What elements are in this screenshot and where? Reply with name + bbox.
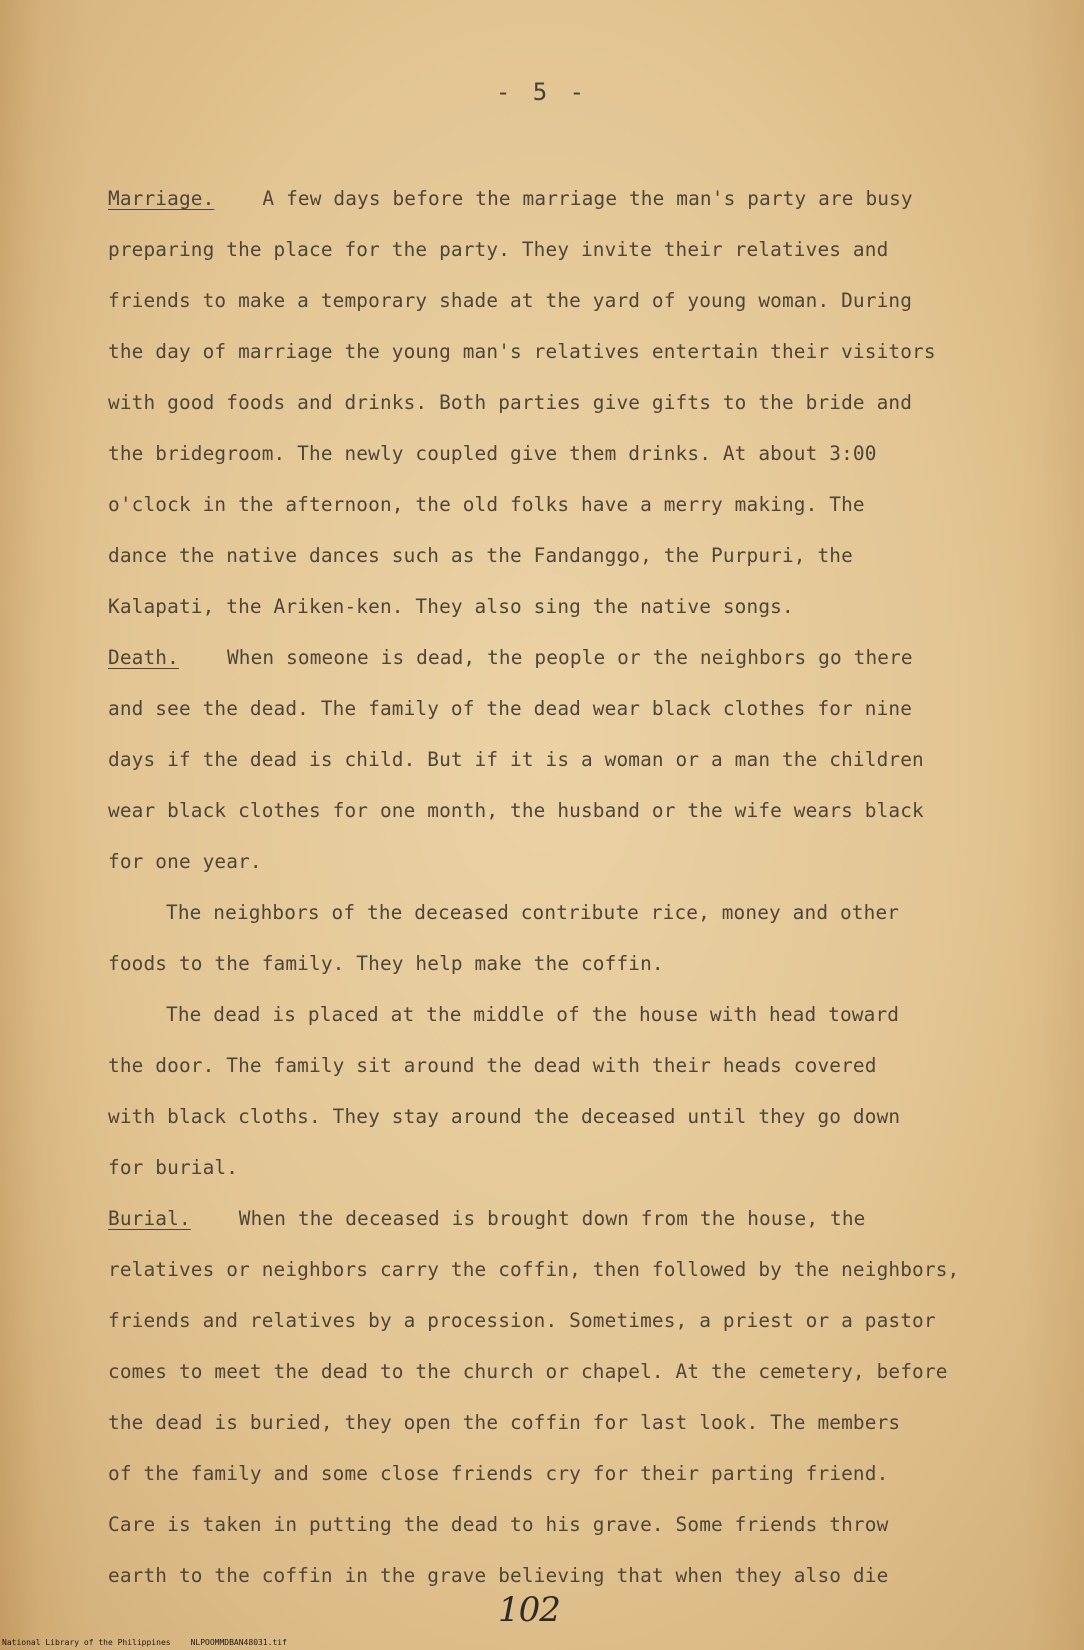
- line-text: dance the native dances such as the Fandanggo, the Purpuri, the: [108, 544, 853, 567]
- line-text: When someone is dead, the people or the neighbors go there: [226, 646, 913, 669]
- line-text: preparing the place for the party. They invite their relatives and: [108, 238, 889, 261]
- line-text: the door. The family sit around the dead with their heads covered: [108, 1054, 877, 1077]
- text-line: [108, 1557, 1028, 1608]
- text-line: [108, 945, 1028, 996]
- text-line: [108, 996, 1028, 1047]
- line-text: of the family and some close friends cry for their parting friend.: [108, 1462, 889, 1485]
- line-text: wear black clothes for one month, the husband or the wife wears black: [108, 799, 924, 822]
- text-line: [108, 1455, 1028, 1506]
- line-text: comes to meet the dead to the church or chapel. At the cemetery, before: [108, 1360, 948, 1383]
- text-line: [108, 588, 1028, 639]
- text-line: [108, 486, 1028, 537]
- text-line: [108, 1353, 1028, 1404]
- text-line: [108, 1506, 1028, 1557]
- text-line: [108, 894, 1028, 945]
- text-line: [108, 1302, 1028, 1353]
- text-line: [108, 282, 1028, 333]
- text-line: [108, 384, 1028, 435]
- text-line: [108, 639, 1028, 690]
- section-heading: Burial.: [108, 1207, 191, 1230]
- line-text: for burial.: [108, 1156, 239, 1179]
- line-text: the day of marriage the young man's relatives entertain their visitors: [108, 340, 936, 363]
- line-text: with black cloths. They stay around the deceased until they go down: [108, 1105, 901, 1128]
- page-number: - 5 -: [495, 78, 589, 106]
- line-text: The neighbors of the deceased contribute rice, money and other: [166, 901, 900, 924]
- line-text: and see the dead. The family of the dead wear black clothes for nine: [108, 697, 913, 720]
- text-line: [108, 537, 1028, 588]
- text-line: [108, 180, 1028, 231]
- text-line: [108, 1251, 1028, 1302]
- line-text: Care is taken in putting the dead to his grave. Some friends throw: [108, 1513, 889, 1536]
- line-text: the dead is buried, they open the coffin for last look. The members: [108, 1411, 901, 1434]
- footer-library: National Library of the Philippines: [2, 1638, 171, 1647]
- text-line: [108, 741, 1028, 792]
- text-line: [108, 1200, 1028, 1251]
- line-text: When the deceased is brought down from the house, the: [238, 1207, 866, 1230]
- text-line: [108, 435, 1028, 486]
- section-heading: Death.: [108, 646, 179, 669]
- text-line: [108, 1098, 1028, 1149]
- body-text: [108, 180, 1028, 1608]
- line-text: Kalapati, the Ariken-ken. They also sing the native songs.: [108, 595, 794, 618]
- line-text: A few days before the marriage the man's party are busy: [262, 187, 913, 210]
- text-line: [108, 231, 1028, 282]
- text-line: [108, 333, 1028, 384]
- line-text: relatives or neighbors carry the coffin, then followed by the neighbors,: [108, 1258, 960, 1281]
- text-line: [108, 690, 1028, 741]
- line-text: friends to make a temporary shade at the yard of young woman. During: [108, 289, 913, 312]
- footer-filename: NLPOOMMDBAN48031.tif: [190, 1638, 287, 1647]
- line-text: friends and relatives by a procession. Sometimes, a priest or a pastor: [108, 1309, 936, 1332]
- text-line: [108, 1404, 1028, 1455]
- line-text: The dead is placed at the middle of the house with head toward: [166, 1003, 900, 1026]
- text-line: [108, 1047, 1028, 1098]
- text-line: [108, 843, 1028, 894]
- text-line: [108, 792, 1028, 843]
- line-text: foods to the family. They help make the coffin.: [108, 952, 664, 975]
- line-text: earth to the coffin in the grave believing that when they also die: [108, 1564, 889, 1587]
- line-text: for one year.: [108, 850, 262, 873]
- text-line: [108, 1149, 1028, 1200]
- handwritten-page-number: 102: [498, 1590, 560, 1630]
- section-heading: Marriage.: [108, 187, 215, 210]
- scan-footer: [2, 1638, 287, 1647]
- line-text: the bridegroom. The newly coupled give them drinks. At about 3:00: [108, 442, 877, 465]
- line-text: days if the dead is child. But if it is a woman or a man the children: [108, 748, 924, 771]
- line-text: with good foods and drinks. Both parties give gifts to the bride and: [108, 391, 913, 414]
- line-text: o'clock in the afternoon, the old folks have a merry making. The: [108, 493, 865, 516]
